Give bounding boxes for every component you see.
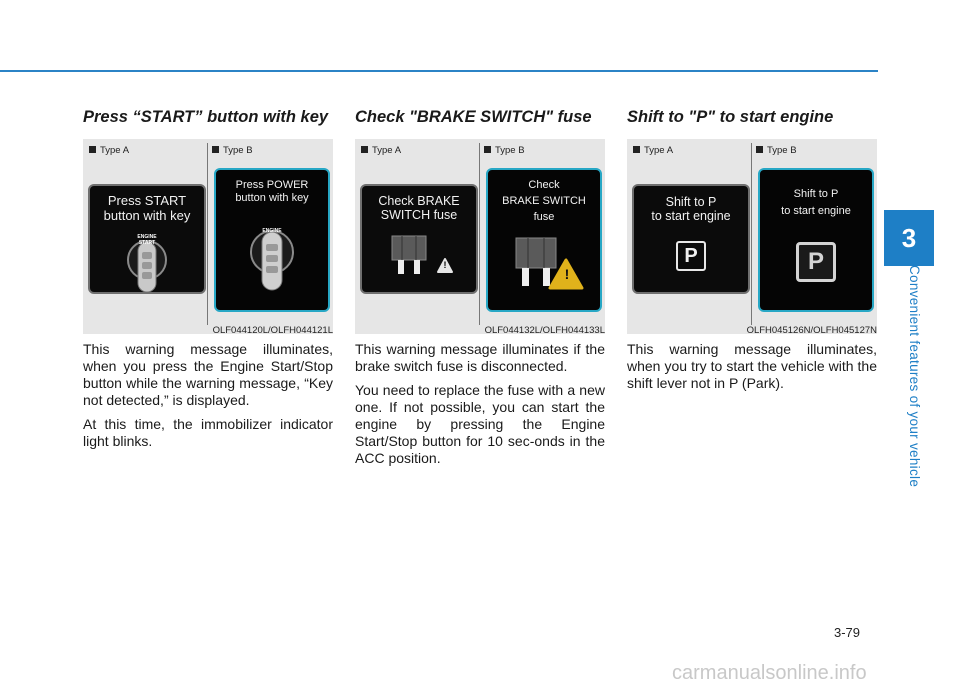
cluster-display-type-b — [486, 168, 602, 312]
warning-triangle-icon: ! — [443, 260, 447, 270]
figure-divider — [207, 143, 208, 325]
paragraph: This warning message illuminates, when you press the Engine Start/Stop button while the warning message, “Key not detected,” is displayed. — [83, 341, 333, 408]
figure-code: OLFH045126N/OLFH045127N — [746, 325, 877, 336]
display-message: Check BRAKE SWITCH fuse — [378, 194, 460, 223]
section-heading: Press “START” button with key — [83, 108, 329, 126]
type-b-label: Type B — [484, 145, 525, 156]
figure-code: OLF044132L/OLFH044133L — [484, 325, 605, 336]
watermark: carmanualsonline.info — [672, 662, 867, 684]
figure-panel — [83, 139, 333, 334]
paragraph: This warning message illuminates, when you try to start the vehicle with the shift lever not in P (Park). — [627, 341, 877, 391]
chapter-number-tab: 3 — [884, 210, 934, 266]
figure-code: OLF044120L/OLFH044121L — [212, 325, 333, 336]
park-gear-icon: P — [676, 241, 706, 271]
figure-panel — [627, 139, 877, 334]
cluster-display-type-a — [88, 184, 206, 294]
type-b-label: Type B — [756, 145, 797, 156]
fuse-icon — [488, 232, 600, 312]
figure-panel — [355, 139, 605, 334]
figure-divider — [751, 143, 752, 325]
display-message: Check BRAKE SWITCH fuse — [502, 179, 586, 223]
cluster-display-type-b — [214, 168, 330, 312]
engine-button-label: ENGINE — [262, 228, 282, 234]
display-message: Press POWER button with key — [235, 179, 309, 204]
display-message: Shift to P to start engine — [651, 195, 731, 224]
section-brake-switch-fuse — [355, 108, 605, 474]
section-shift-to-p — [627, 108, 877, 399]
section-body — [83, 341, 333, 450]
section-heading: Check "BRAKE SWITCH" fuse — [355, 108, 592, 126]
section-heading: Shift to "P" to start engine — [627, 108, 834, 126]
section-body — [627, 341, 877, 392]
cluster-display-type-a — [360, 184, 478, 294]
display-message: Press START button with key — [103, 193, 191, 223]
cluster-display-type-a — [632, 184, 750, 294]
fuse-icon — [362, 232, 476, 292]
paragraph: This warning message illuminates if the brake switch fuse is disconnected. — [355, 341, 605, 374]
type-a-label: Type A — [633, 145, 673, 156]
type-b-label: Type B — [212, 145, 253, 156]
page-number: 3-79 — [834, 625, 861, 640]
chapter-title: Convenient features of your vehicle — [907, 265, 922, 488]
paragraph: At this time, the immobilizer indicator light blinks. — [83, 416, 333, 449]
display-message: Shift to P to start engine — [781, 188, 851, 217]
type-a-label: Type A — [361, 145, 401, 156]
engine-start-button-label: ENGINE START — [137, 234, 157, 246]
type-a-label: Type A — [89, 145, 129, 156]
paragraph: You need to replace the fuse with a new one. If not possible, you can start the engine by pressing the Engine Start/Stop button for 10 sec-onds in the ACC position. — [355, 382, 605, 466]
park-gear-icon: P — [796, 242, 836, 282]
section-body — [355, 341, 605, 467]
warning-triangle-icon: ! — [564, 266, 570, 282]
figure-divider — [479, 143, 480, 325]
section-press-start — [83, 108, 333, 457]
header-rule — [0, 70, 878, 72]
cluster-display-type-b — [758, 168, 874, 312]
